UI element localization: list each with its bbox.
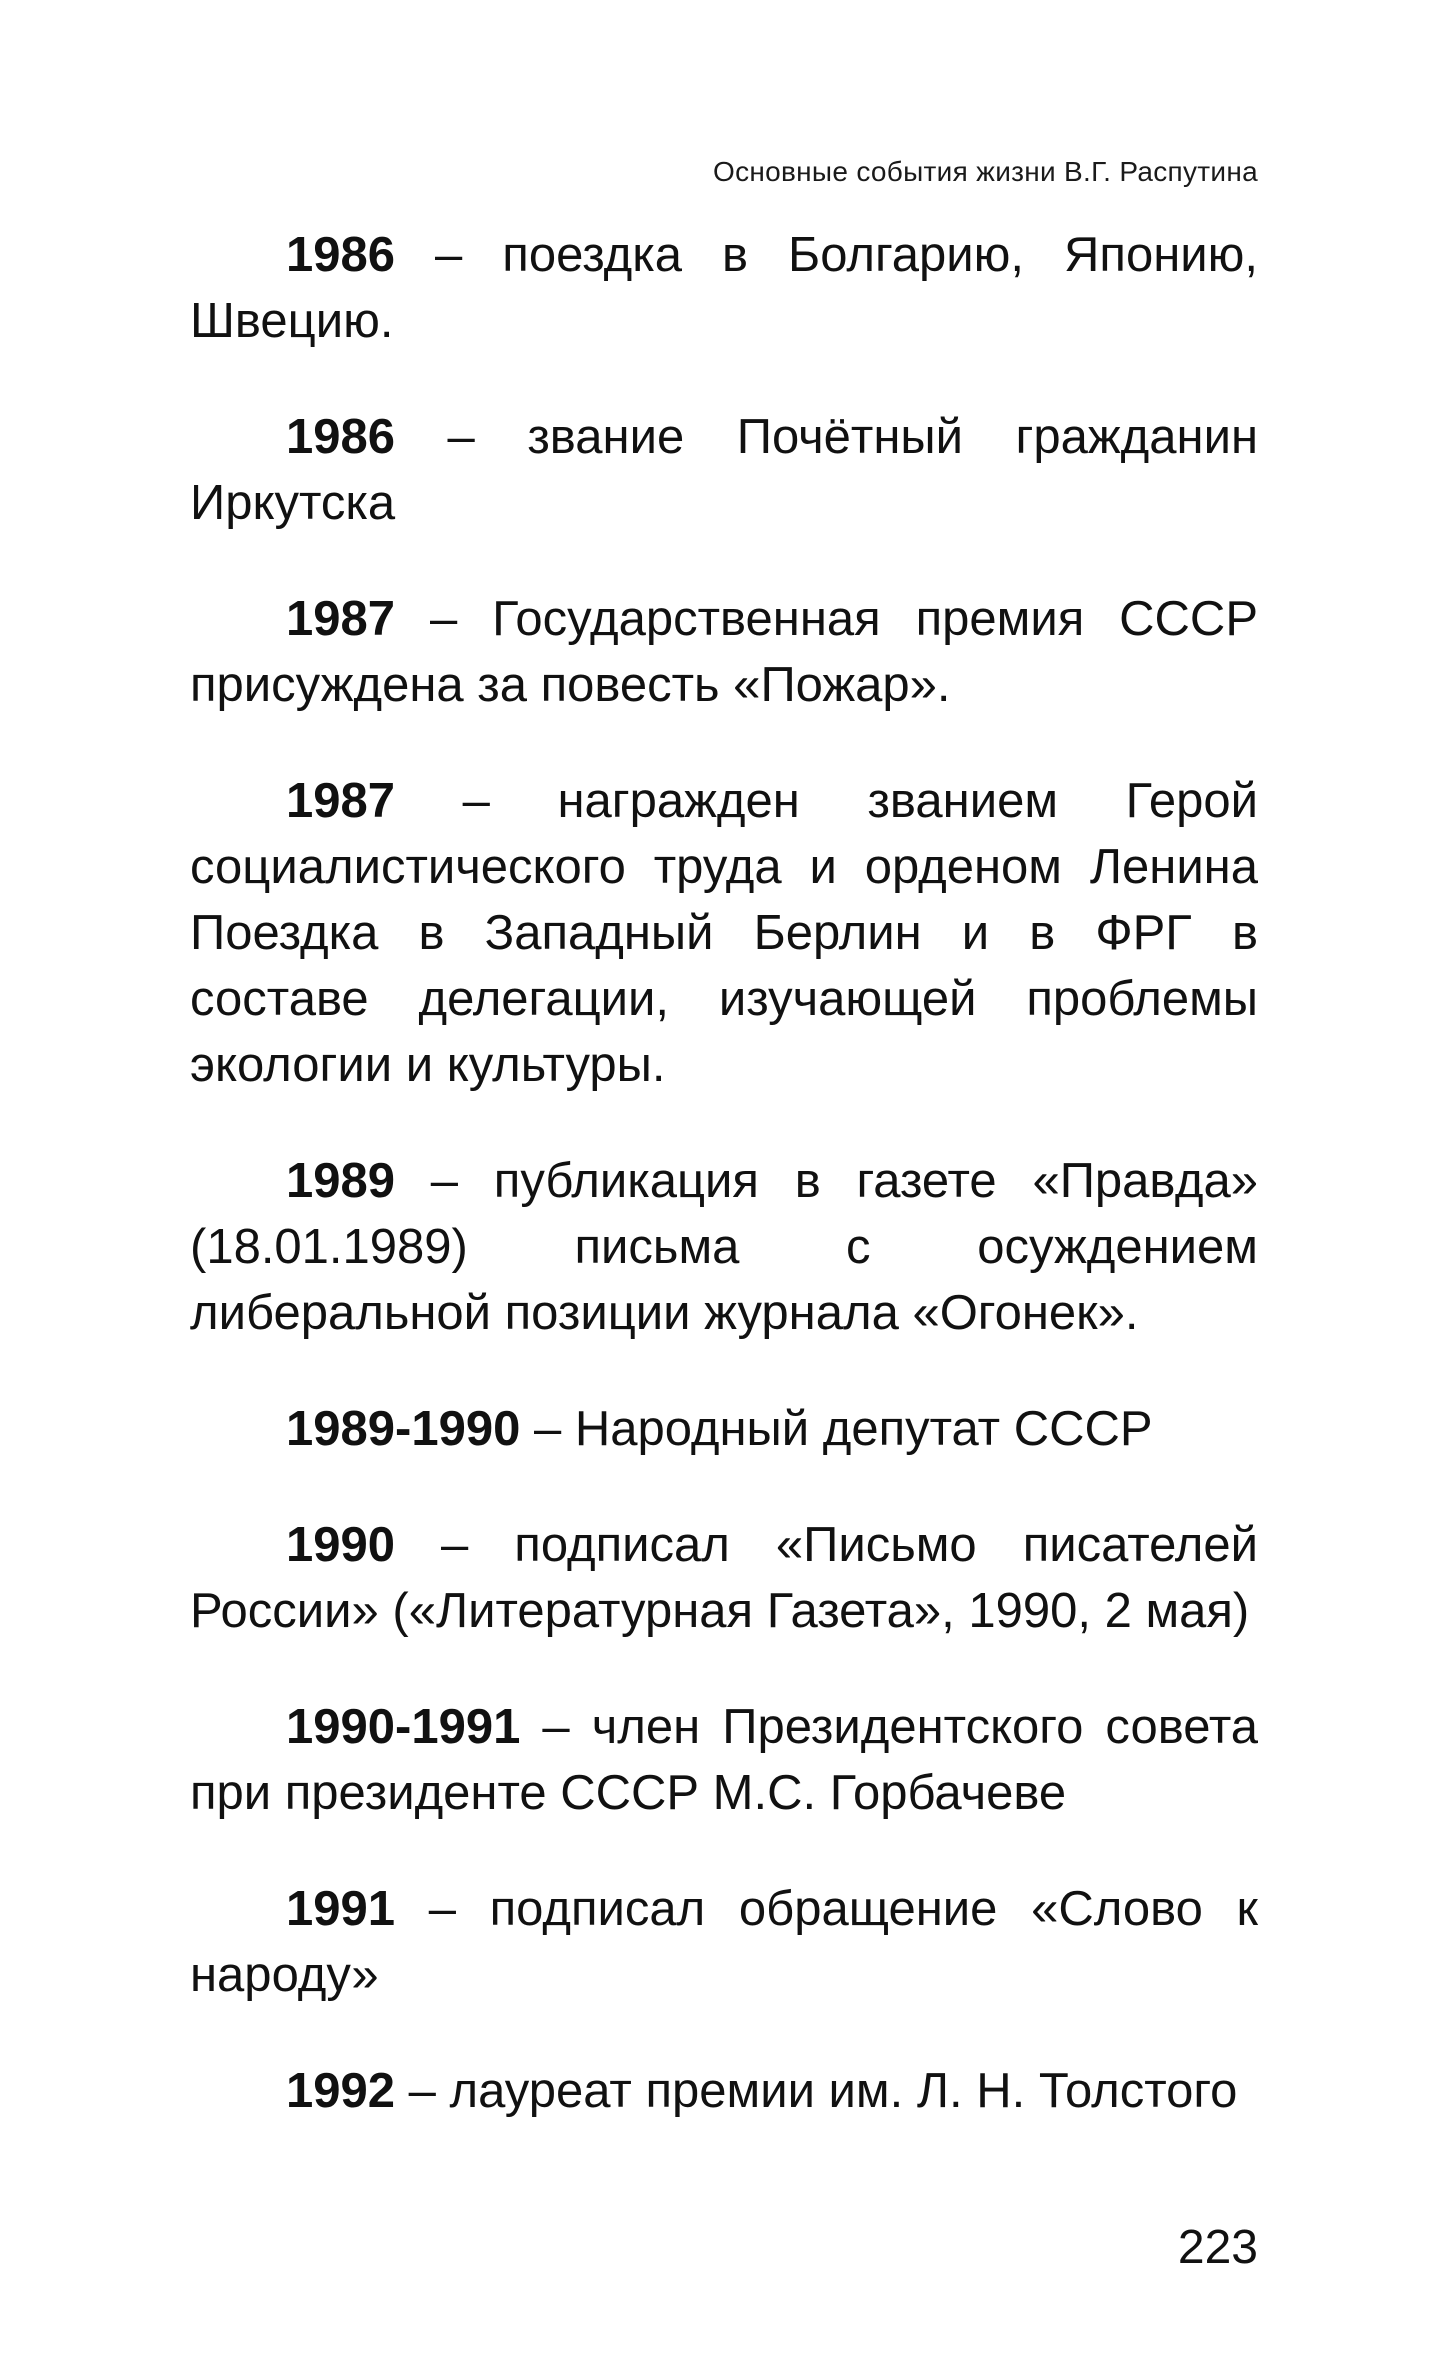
chronology-entry (190, 222, 1258, 354)
entry-text: – лауреат премии им. Л. Н. Толстого (395, 2064, 1238, 2118)
entry-text: – подписал «Письмо писателей России» («Литературная Газета», 1990, 2 мая) (190, 1518, 1258, 1638)
entry-year: 1989-1990 (286, 1402, 521, 1456)
entry-text: – награжден званием Герой социалистического труда и орденом Ленина Поездка в Западный Берлин и в ФРГ в составе делегации, изучающей проблемы экологии и культуры. (190, 774, 1258, 1092)
entry-year: 1989 (286, 1154, 396, 1208)
entry-text: – Государственная премия СССР присуждена за повесть «Пожар». (190, 592, 1258, 712)
chronology-entry (190, 2058, 1258, 2124)
entry-text: – Народный депутат СССР (520, 1402, 1153, 1456)
entry-year: 1991 (286, 1882, 396, 1936)
chronology-entry (190, 1694, 1258, 1826)
page-number: 223 (1177, 2221, 1258, 2274)
entry-text: – подписал обращение «Слово к народу» (190, 1882, 1258, 2002)
entry-year: 1987 (286, 592, 396, 646)
chronology-entry (190, 1148, 1258, 1346)
entry-text: – публикация в газете «Правда» (18.01.1989) письма с осуждением либеральной позиции журнала «Огонек». (190, 1154, 1258, 1340)
chronology-entry (190, 586, 1258, 718)
entry-text: – член Президентского совета при президенте СССР М.С. Горбачеве (190, 1700, 1258, 1820)
entry-text: – поездка в Болгарию, Японию, Швецию. (190, 228, 1258, 348)
chronology-entry (190, 1512, 1258, 1644)
entry-year: 1990 (286, 1518, 396, 1572)
entry-text: – звание Почётный гражданин Иркутска (190, 410, 1258, 530)
entry-year: 1990-1991 (286, 1700, 521, 1754)
entry-year: 1992 (286, 2064, 396, 2118)
chronology-entry (190, 404, 1258, 536)
chronology-list (190, 222, 1258, 2174)
running-title: Основные события жизни В.Г. Распутина (712, 156, 1258, 187)
entry-year: 1986 (286, 228, 396, 282)
chronology-entry (190, 768, 1258, 1098)
entry-year: 1986 (286, 410, 396, 464)
chronology-entry (190, 1876, 1258, 2008)
chronology-entry (190, 1396, 1258, 1462)
entry-year: 1987 (286, 774, 396, 828)
